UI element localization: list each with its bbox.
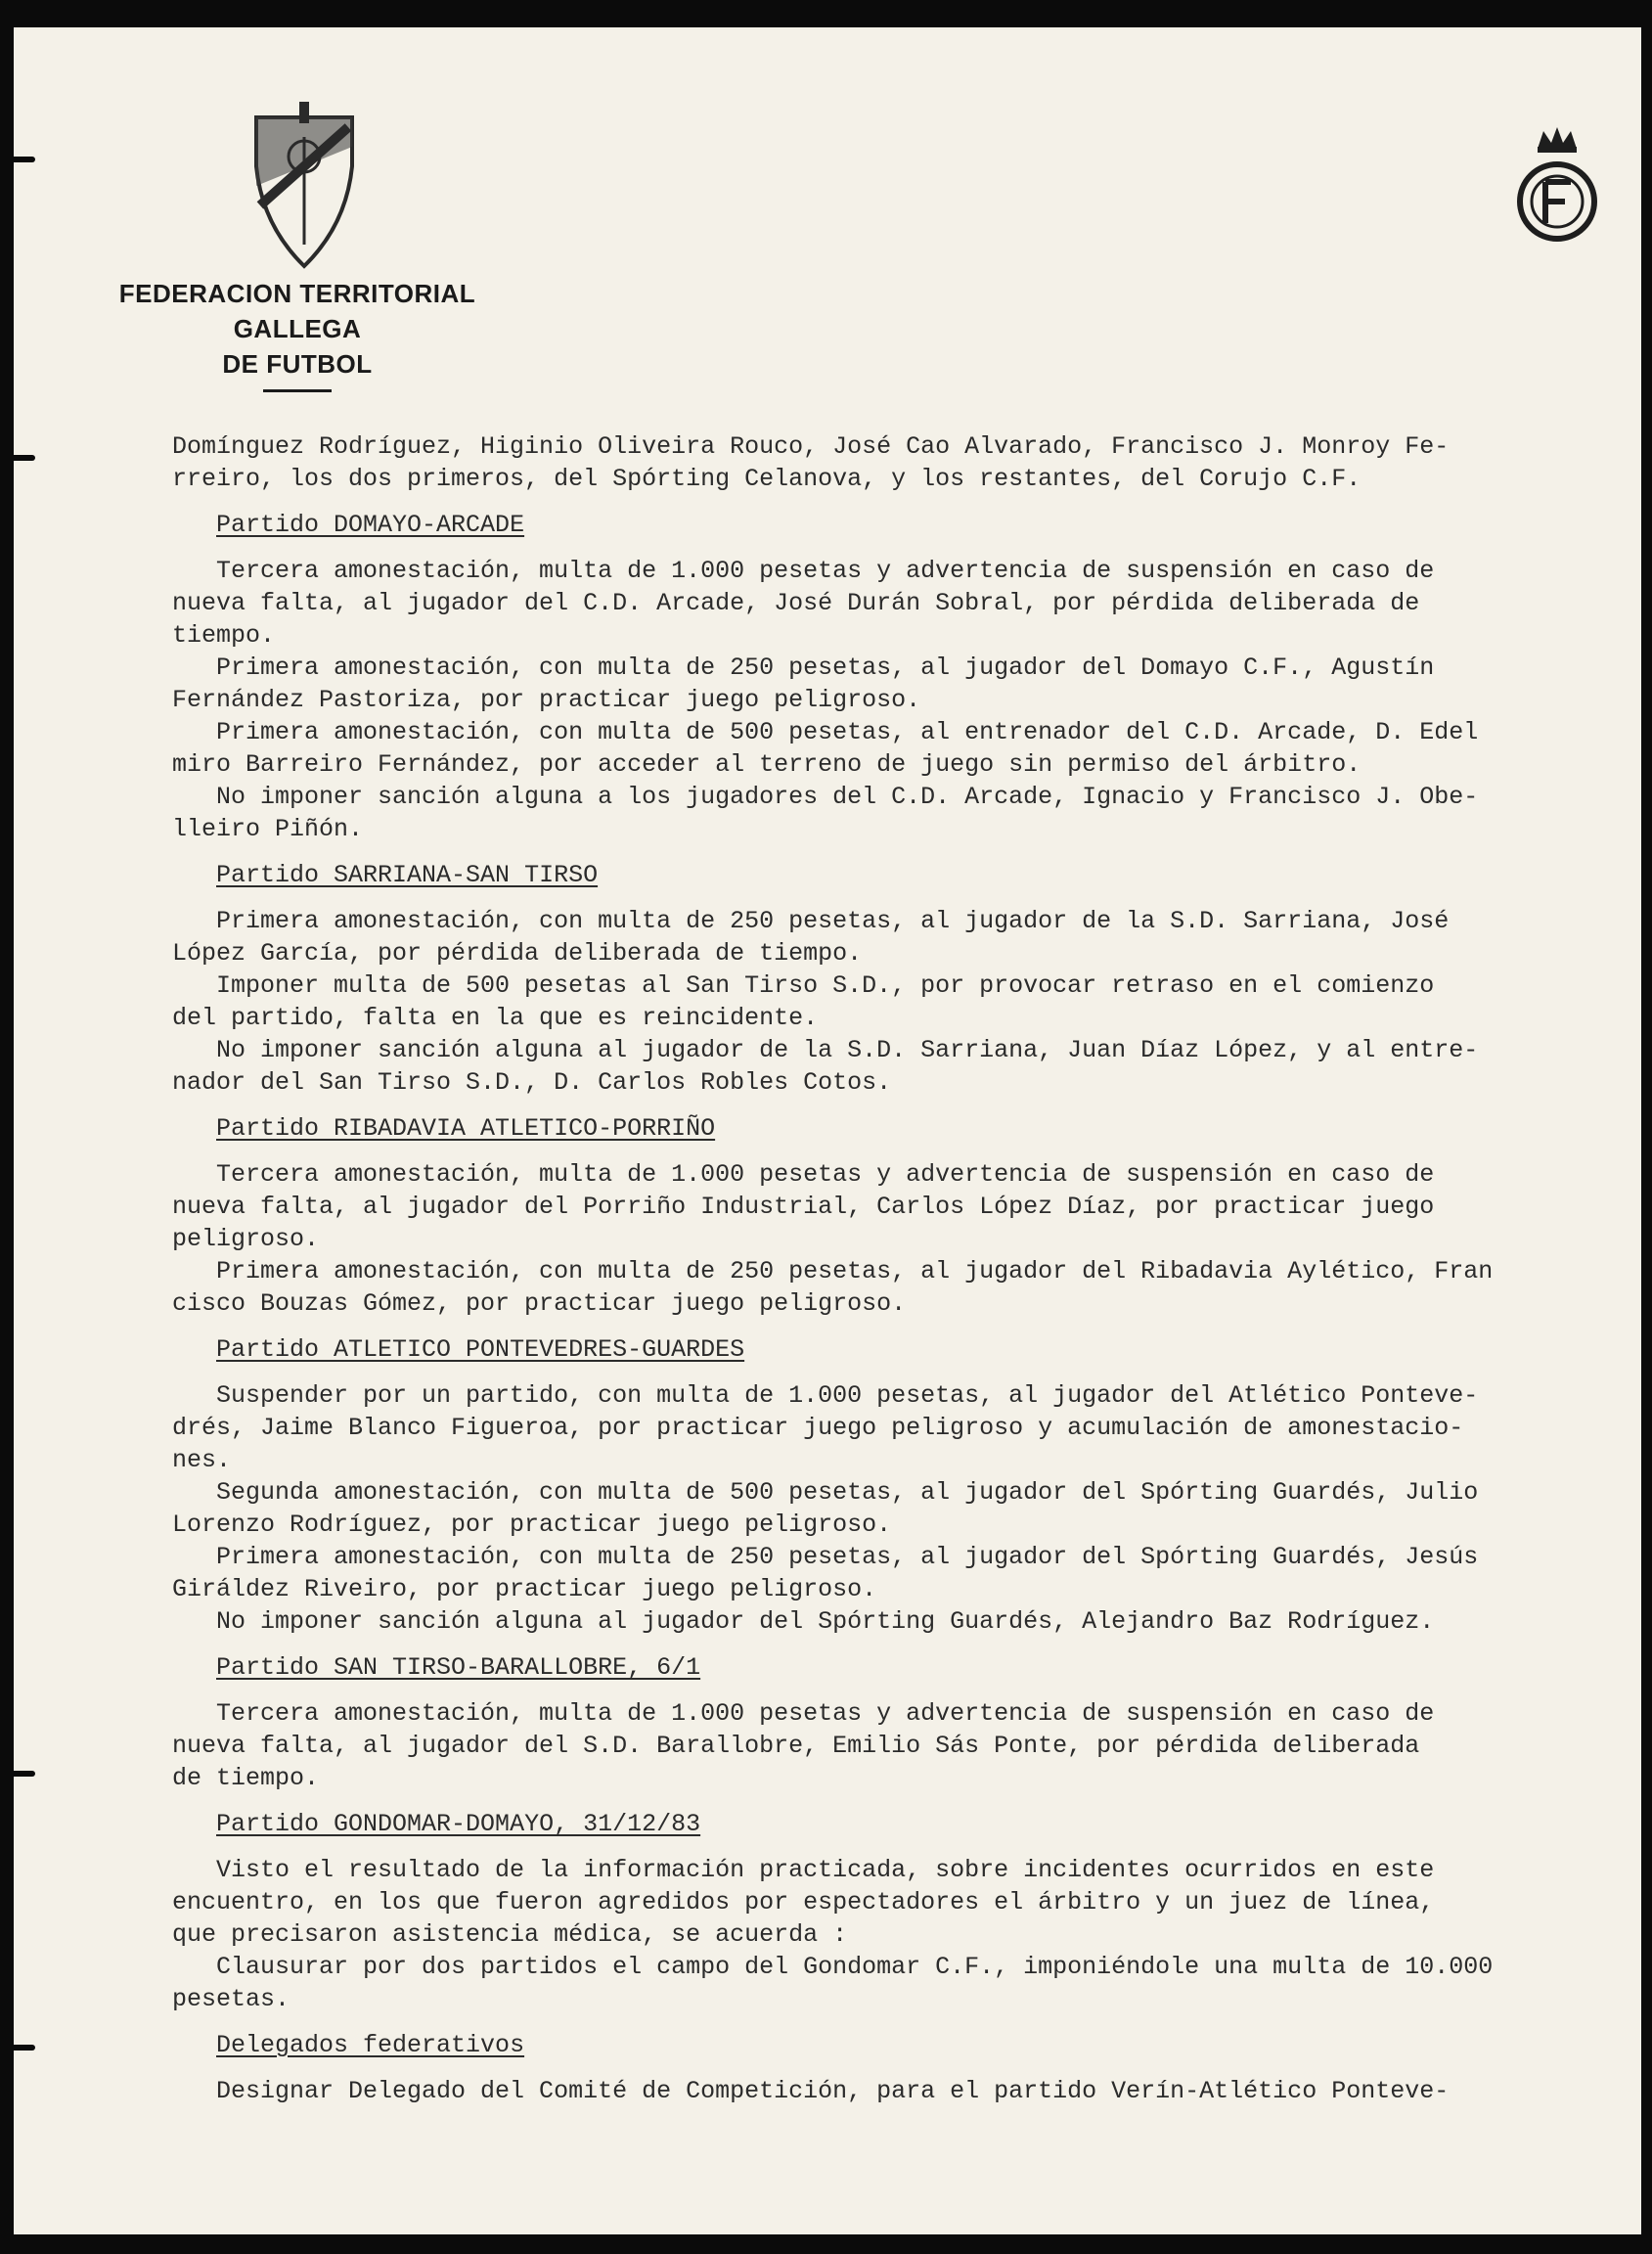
text-line: Primera amonestación, con multa de 250 pesetas, al jugador del Spórting Guardés, Jesús [172,1543,1479,1571]
text-line: Fernández Pastoriza, por practicar juego peligroso. [172,686,921,714]
text-line: Lorenzo Rodríguez, por practicar juego peligroso. [172,1510,892,1539]
match-section [172,1333,1630,1638]
text-line: Primera amonestación, con multa de 500 pesetas, al entrenador del C.D. Arcade, D. Edel [172,718,1479,746]
text-line: nador del San Tirso S.D., D. Carlos Robles Cotos. [172,1068,892,1097]
section-heading: Partido GONDOMAR-DOMAYO, 31/12/83 [216,1810,701,1838]
text-line: Suspender por un partido, con multa de 1.000 pesetas, al jugador del Atlético Ponteve- [172,1381,1479,1410]
text-line: cisco Bouzas Gómez, por practicar juego peligroso. [172,1289,907,1318]
section-heading-wrap [172,1112,1630,1145]
text-line: López García, por pérdida deliberada de tiempo. [172,939,863,968]
section-heading: Delegados federativos [216,2031,525,2059]
text-line: nes. [172,1446,232,1474]
text-line: miro Barreiro Fernández, por acceder al terreno de juego sin permiso del árbitro. [172,750,1362,779]
binder-hole [0,1771,35,1777]
section-heading: Partido SAN TIRSO-BARALLOBRE, 6/1 [216,1653,701,1682]
text-line: Primera amonestación, con multa de 250 pesetas, al jugador del Ribadavia Aylético, Fran [172,1257,1494,1285]
text-line: drés, Jaime Blanco Figueroa, por practicar juego peligroso y acumulación de amonestacio- [172,1414,1464,1442]
text-line: nueva falta, al jugador del Porriño Industrial, Carlos López Díaz, por practicar juego [172,1193,1435,1221]
text-line: Designar Delegado del Comité de Competición, para el partido Verín-Atlético Ponteve- [172,2077,1450,2105]
text-line: Tercera amonestación, multa de 1.000 pesetas y advertencia de suspensión en caso de [172,557,1435,585]
text-line: tiempo. [172,621,276,650]
text-line: nueva falta, al jugador del S.D. Barallobre, Emilio Sás Ponte, por pérdida deliberada [172,1732,1420,1760]
galician-federation-shield-icon [250,98,358,274]
text-line: Primera amonestación, con multa de 250 pesetas, al jugador de la S.D. Sarriana, José [172,907,1450,935]
text-line: Clausurar por dos partidos el campo del Gondomar C.F., imponiéndole una multa de 10.000 [172,1953,1494,1981]
section-heading-wrap [172,509,1630,541]
document-body [172,430,1630,2107]
text-line: del partido, falta en la que es reincidente. [172,1004,819,1032]
federation-name-line2: DE FUTBOL [222,349,373,379]
text-line: nueva falta, al jugador del C.D. Arcade, José Durán Sobral, por pérdida deliberada de [172,589,1420,617]
section-heading-wrap [172,2029,1630,2061]
royal-spanish-federation-crown-seal-icon [1508,125,1606,245]
section-heading: Partido DOMAYO-ARCADE [216,511,525,539]
section-heading: Partido ATLETICO PONTEVEDRES-GUARDES [216,1335,745,1364]
match-section [172,509,1630,845]
text-line: No imponer sanción alguna a los jugadores del C.D. Arcade, Ignacio y Francisco J. Obe- [172,783,1479,811]
text-line: Imponer multa de 500 pesetas al San Tirso S.D., por provocar retraso en el comienzo [172,971,1435,1000]
section-heading-wrap [172,1333,1630,1366]
match-section [172,1651,1630,1794]
text-line: que precisaron asistencia médica, se acuerda : [172,1920,848,1949]
text-line: Domínguez Rodríguez, Higinio Oliveira Rouco, José Cao Alvarado, Francisco J. Monroy Fe- [172,432,1450,461]
text-line: Giráldez Riveiro, por practicar juego peligroso. [172,1575,877,1603]
text-line: rreiro, los dos primeros, del Spórting Celanova, y los restantes, del Corujo C.F. [172,465,1362,493]
text-line: pesetas. [172,1985,290,2013]
match-section [172,2029,1630,2107]
section-heading: Partido RIBADAVIA ATLETICO-PORRIÑO [216,1114,716,1143]
section-heading-wrap [172,1808,1630,1840]
text-line: peligroso. [172,1225,320,1253]
federation-name [82,276,513,392]
section-heading: Partido SARRIANA-SAN TIRSO [216,861,599,889]
match-section [172,1112,1630,1320]
document-page [14,27,1641,2234]
text-line: Tercera amonestación, multa de 1.000 pesetas y advertencia de suspensión en caso de [172,1699,1435,1728]
section-heading-wrap [172,859,1630,891]
text-line: Primera amonestación, con multa de 250 pesetas, al jugador del Domayo C.F., Agustín [172,654,1435,682]
text-line: No imponer sanción alguna al jugador del Spórting Guardés, Alejandro Baz Rodríguez. [172,1607,1435,1636]
header-rule [263,389,332,392]
binder-hole [0,455,35,461]
text-line: lleiro Piñón. [172,815,364,843]
text-line: de tiempo. [172,1764,320,1792]
section-heading-wrap [172,1651,1630,1684]
match-section [172,1808,1630,2015]
binder-hole [0,157,35,162]
text-line: Visto el resultado de la información practicada, sobre incidentes ocurridos en este [172,1856,1435,1884]
match-section [172,859,1630,1099]
binder-hole [0,2045,35,2051]
text-line: Segunda amonestación, con multa de 500 pesetas, al jugador del Spórting Guardés, Julio [172,1478,1479,1507]
intro-paragraph [172,430,1630,495]
text-line: No imponer sanción alguna al jugador de la S.D. Sarriana, Juan Díaz López, y al entre- [172,1036,1479,1064]
text-line: encuentro, en los que fueron agredidos por espectadores el árbitro y un juez de línea, [172,1888,1435,1916]
text-line: Tercera amonestación, multa de 1.000 pesetas y advertencia de suspensión en caso de [172,1160,1435,1189]
federation-name-line1: FEDERACION TERRITORIAL GALLEGA [118,279,476,343]
match-sections [172,509,1630,2107]
